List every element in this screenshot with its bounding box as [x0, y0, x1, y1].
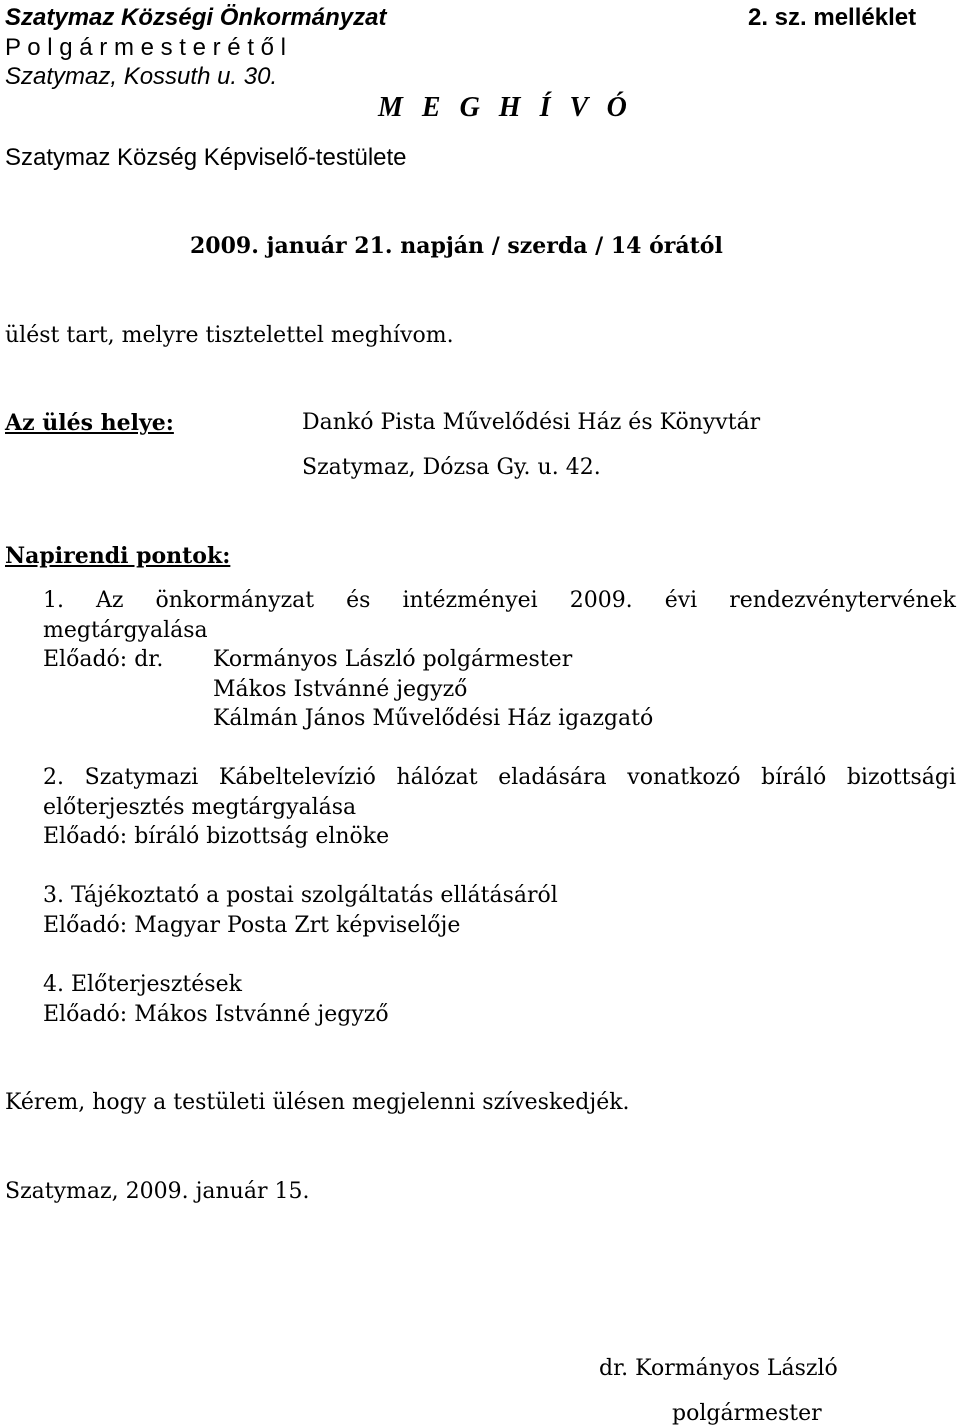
- agenda-item-2-line-1: 2. Szatymazi Kábeltelevízió hálózat eladására vonatkozó bíráló bizottsági: [43, 765, 956, 790]
- invite-text: ülést tart, melyre tisztelettel meghívom.: [5, 323, 454, 348]
- closing-request: Kérem, hogy a testületi ülésen megjelenni szíveskedjék.: [5, 1090, 630, 1115]
- addressee: Szatymaz Község Képviselő-testülete: [5, 144, 407, 171]
- agenda-item-2-line-2: előterjesztés megtárgyalása: [43, 795, 357, 820]
- venue-line-2: Szatymaz, Dózsa Gy. u. 42.: [302, 455, 601, 480]
- agenda-item-3-presenter: Előadó: Magyar Posta Zrt képviselője: [43, 913, 461, 938]
- agenda-item-3-line-1: 3. Tájékoztató a postai szolgáltatás ellátásáról: [43, 883, 558, 908]
- agenda-item-1-presenter-prefix: Előadó: dr.: [43, 647, 164, 672]
- agenda-item-4-line-1: 4. Előterjesztések: [43, 972, 242, 997]
- venue-label: Az ülés helye:: [5, 410, 174, 436]
- agenda-label: Napirendi pontok:: [5, 543, 231, 569]
- annex-label: 2. sz. melléklet: [748, 4, 917, 31]
- agenda-item-1-presenter-3: Kálmán János Művelődési Ház igazgató: [213, 706, 654, 731]
- address: Szatymaz, Kossuth u. 30.: [5, 63, 278, 90]
- agenda-item-4-presenter: Előadó: Mákos Istvánné jegyző: [43, 1002, 389, 1027]
- document-title: M E G H Í V Ó: [378, 92, 633, 123]
- office-label: P o l g á r m e s t e r é t ő l: [5, 34, 287, 61]
- agenda-item-1-presenter-1: Kormányos László polgármester: [213, 647, 573, 672]
- agenda-item-1-presenter-2: Mákos Istvánné jegyző: [213, 677, 468, 702]
- place-date: Szatymaz, 2009. január 15.: [5, 1179, 310, 1204]
- signature-name: dr. Kormányos László: [599, 1356, 838, 1381]
- venue-line-1: Dankó Pista Művelődési Ház és Könyvtár: [302, 410, 761, 435]
- agenda-item-1-line-1: 1. Az önkormányzat és intézményei 2009. évi rendezvénytervének: [43, 588, 956, 613]
- org-name: Szatymaz Községi Önkormányzat: [5, 4, 387, 31]
- signature-role: polgármester: [672, 1401, 822, 1426]
- meeting-date: 2009. január 21. napján / szerda / 14 órától: [190, 233, 723, 259]
- agenda-item-1-line-2: megtárgyalása: [43, 618, 208, 643]
- agenda-item-2-presenter: Előadó: bíráló bizottság elnöke: [43, 824, 390, 849]
